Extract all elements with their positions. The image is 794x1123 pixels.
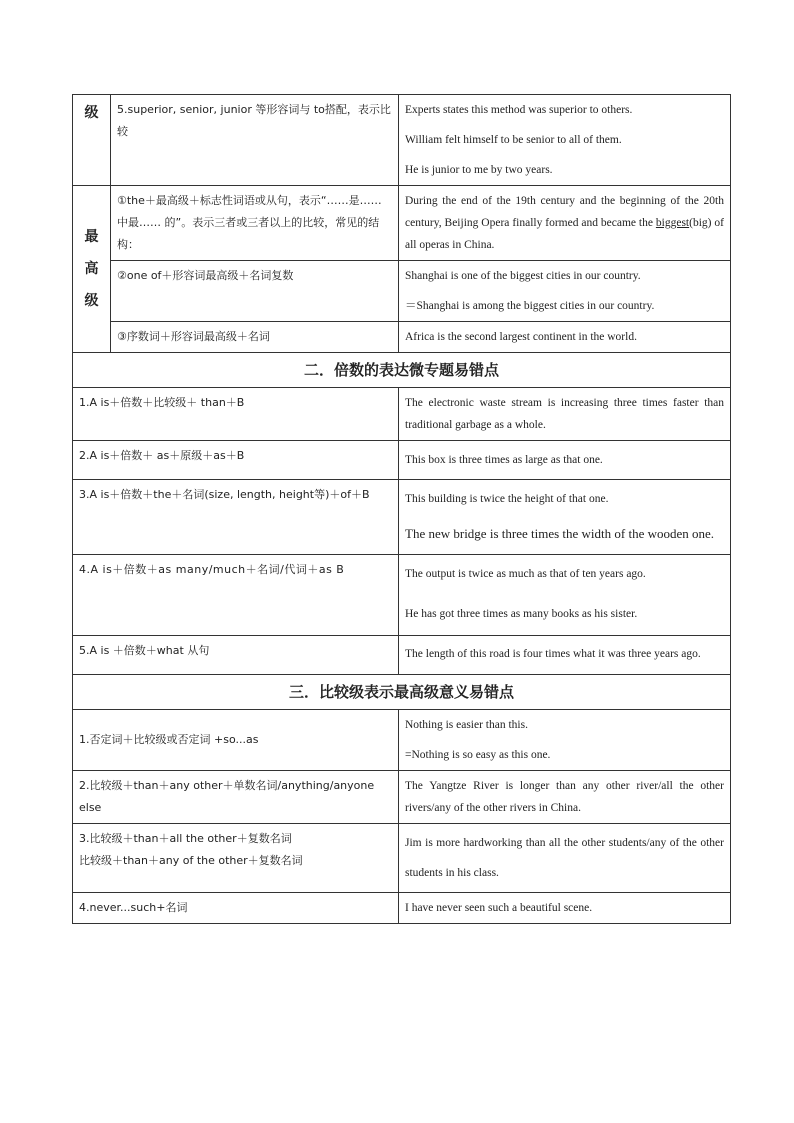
example-line: He has got three times as many books as his sister. [405, 608, 638, 620]
example-line: =Nothing is so easy as this one. [405, 749, 551, 761]
example-cell: This box is three times as large as that one. [399, 441, 731, 480]
section-header-row [73, 353, 731, 388]
example-line: The output is twice as much as that of ten years ago. [405, 568, 646, 580]
example-cell: Jim is more hardworking than all the other students/any of the other students in his class. [399, 824, 731, 893]
section-title: 二．倍数的表达微专题易错点 [73, 353, 731, 388]
example-cell: Africa is the second largest continent in the world. [399, 322, 731, 353]
table-row [73, 322, 731, 353]
rule-cell: ①the＋最高级＋标志性词语或从句，表示“……是…… 中最…… 的”。表示三者或三者以上的比较，常见的结构： [111, 186, 399, 261]
table-row [73, 95, 731, 186]
rule-cell: 3.A is＋倍数＋the＋名词(size, length, height等)＋of＋B [73, 480, 399, 555]
example-line: The new bridge is three times the width of the wooden one. [405, 526, 715, 541]
example-cell [399, 480, 731, 555]
example-line: Nothing is easier than this. [405, 719, 528, 731]
example-text: During the end of the 19th century and the beginning of the 20th century, Beijing Opera finally formed and became the [405, 195, 724, 229]
example-cell: The length of this road is four times what it was three years ago. [399, 636, 731, 675]
grade-label: 级 [73, 95, 111, 186]
table-row [73, 261, 731, 322]
example-cell [399, 186, 731, 261]
example-text: (big) of all operas in China. [405, 217, 724, 251]
example-line: Experts states this method was superior to others. [405, 104, 633, 116]
rule-cell: 4.never...such+名词 [73, 893, 399, 924]
table-row [73, 555, 731, 636]
example-cell: I have never seen such a beautiful scene. [399, 893, 731, 924]
rule-line: 比较级＋than＋any of the other＋复数名词 [79, 854, 303, 867]
table-row [73, 441, 731, 480]
rule-line: 3.比较级＋than＋all the other＋复数名词 [79, 832, 292, 845]
section-header-row [73, 675, 731, 710]
example-cell [399, 710, 731, 771]
table-row [73, 824, 731, 893]
example-line: He is junior to me by two years. [405, 164, 553, 176]
rule-cell: 2.A is＋倍数＋ as＋原级＋as＋B [73, 441, 399, 480]
rule-cell: 5.A is ＋倍数＋what 从句 [73, 636, 399, 675]
grade-label-superlative [73, 186, 111, 353]
example-cell [399, 555, 731, 636]
example-cell [399, 95, 731, 186]
example-cell: The Yangtze River is longer than any other river/all the other rivers/any of the other rivers in China. [399, 771, 731, 824]
rule-cell: 2.比较级＋than＋any other＋单数名词/anything/anyone else [73, 771, 399, 824]
example-line: ＝Shanghai is among the biggest cities in our country. [405, 300, 655, 312]
rule-cell: 1.A is＋倍数＋比较级＋ than＋B [73, 388, 399, 441]
example-line: Shanghai is one of the biggest cities in our country. [405, 270, 641, 282]
label-char: 高 [84, 261, 99, 277]
rule-cell: ③序数词＋形容词最高级＋名词 [111, 322, 399, 353]
table-row [73, 186, 731, 261]
example-line: William felt himself to be senior to all of them. [405, 134, 622, 146]
table-row [73, 893, 731, 924]
table-row [73, 480, 731, 555]
rule-cell: 5.superior, senior, junior 等形容词与 to搭配，表示比较 [111, 95, 399, 186]
grammar-table [72, 94, 731, 924]
example-cell [399, 261, 731, 322]
example-line: This building is twice the height of that one. [405, 493, 609, 505]
rule-cell: ②one of＋形容词最高级＋名词复数 [111, 261, 399, 322]
rule-cell: 1.否定词＋比较级或否定词 +so...as [73, 710, 399, 771]
rule-cell: 4.A is＋倍数＋as many/much＋名词/代词＋as B [73, 555, 399, 636]
section-title: 三．比较级表示最高级意义易错点 [73, 675, 731, 710]
table-row [73, 388, 731, 441]
example-cell: The electronic waste stream is increasing three times faster than traditional garbage as a whole. [399, 388, 731, 441]
answer-underlined: biggest [655, 217, 690, 229]
label-char: 级 [84, 293, 99, 309]
table-row [73, 636, 731, 675]
rule-cell [73, 824, 399, 893]
label-char: 最 [84, 229, 99, 245]
table-row [73, 710, 731, 771]
table-row [73, 771, 731, 824]
